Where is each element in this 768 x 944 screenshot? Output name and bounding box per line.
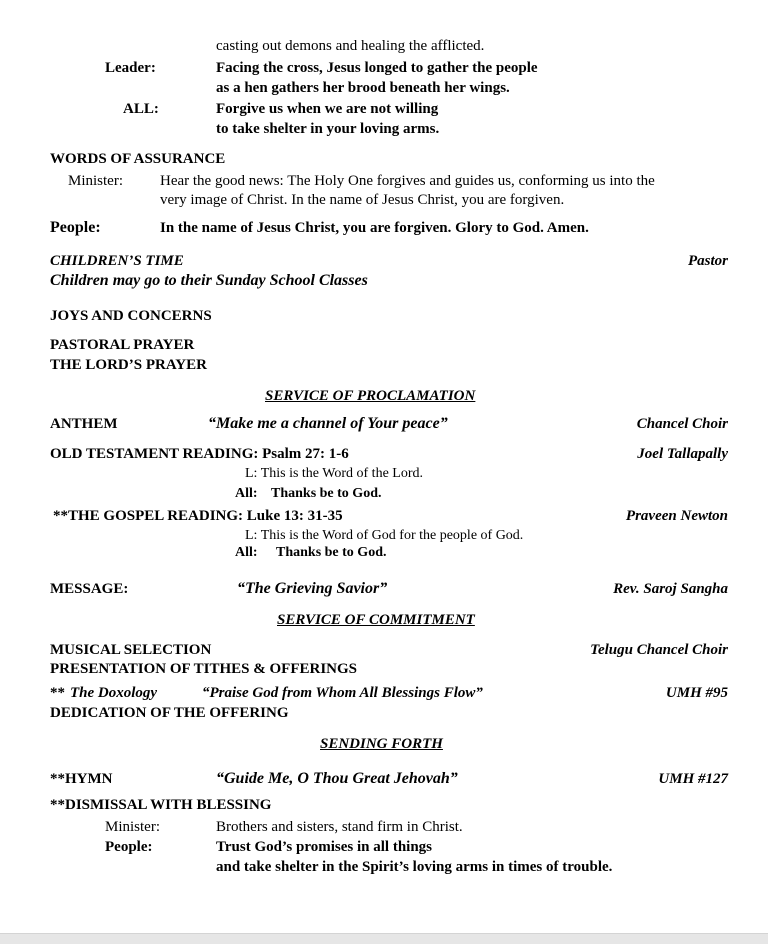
ot-all-label: All: bbox=[235, 486, 258, 501]
dismissal-people-line-2: and take shelter in the Spirit’s loving arms in times of trouble. bbox=[216, 859, 613, 875]
anthem-label: ANTHEM bbox=[50, 416, 118, 432]
gospel-all-label: All: bbox=[235, 545, 258, 560]
assurance-heading: WORDS OF ASSURANCE bbox=[50, 151, 226, 167]
assurance-people-text: In the name of Jesus Christ, you are forgiven. Glory to God. Amen. bbox=[160, 220, 589, 236]
message-label: MESSAGE: bbox=[50, 581, 129, 597]
childrens-time-leader: Pastor bbox=[687, 253, 728, 269]
ot-all-response: Thanks be to God. bbox=[271, 486, 382, 501]
doxology-stars: ** bbox=[50, 685, 65, 701]
dedication-of-offering: DEDICATION OF THE OFFERING bbox=[50, 705, 289, 721]
anthem-by: Chancel Choir bbox=[636, 416, 728, 432]
dismissal-people-label: People: bbox=[105, 839, 153, 855]
assurance-people-label: People: bbox=[50, 219, 101, 236]
sending-forth-heading: SENDING FORTH bbox=[320, 736, 443, 752]
dismissal-people-line-1: Trust God’s promises in all things bbox=[216, 839, 433, 855]
assurance-minister-line-1: Hear the good news: The Holy One forgives and guides us, conforming us into the bbox=[160, 173, 655, 189]
ot-reading-label: OLD TESTAMENT READING: Psalm 27: 1-6 bbox=[50, 446, 349, 462]
assurance-minister-label: Minister: bbox=[68, 173, 123, 189]
childrens-time-note: Children may go to their Sunday School Classes bbox=[50, 272, 368, 289]
tithes-and-offerings: PRESENTATION OF TITHES & OFFERINGS bbox=[50, 661, 358, 677]
all-line-1: Forgive us when we are not willing bbox=[216, 101, 439, 117]
gospel-reader: Praveen Newton bbox=[625, 508, 728, 524]
lords-prayer: THE LORD’S PRAYER bbox=[50, 357, 207, 373]
doxology-label: The Doxology bbox=[70, 685, 158, 701]
anthem-title: “Make me a channel of Your peace” bbox=[208, 415, 448, 432]
hymn-title: “Guide Me, O Thou Great Jehovah” bbox=[216, 770, 458, 787]
joys-and-concerns: JOYS AND CONCERNS bbox=[50, 308, 212, 324]
page-bottom-edge bbox=[0, 933, 768, 944]
leader-line-1: Facing the cross, Jesus longed to gather the people bbox=[216, 60, 538, 76]
message-title: “The Grieving Savior” bbox=[237, 580, 388, 597]
confession-line-cont: casting out demons and healing the afflicted. bbox=[216, 38, 485, 54]
childrens-time-heading: CHILDREN’S TIME bbox=[50, 253, 184, 269]
dismissal-with-blessing: **DISMISSAL WITH BLESSING bbox=[50, 797, 272, 813]
dismissal-minister-text: Brothers and sisters, stand firm in Christ. bbox=[216, 819, 463, 835]
leader-line-2: as a hen gathers her brood beneath her wings. bbox=[216, 80, 510, 96]
doxology-title: “Praise God from Whom All Blessings Flow” bbox=[202, 685, 483, 701]
all-line-2: to take shelter in your loving arms. bbox=[216, 121, 440, 137]
musical-selection-by: Telugu Chancel Choir bbox=[590, 642, 728, 658]
hymn-label: **HYMN bbox=[50, 771, 113, 787]
doxology-hymn-number: UMH #95 bbox=[665, 685, 728, 701]
dismissal-minister-label: Minister: bbox=[105, 819, 160, 835]
gospel-leader-response: L: This is the Word of God for the people of God. bbox=[245, 528, 524, 543]
gospel-all-response: Thanks be to God. bbox=[276, 545, 387, 560]
leader-label: Leader: bbox=[105, 60, 156, 76]
assurance-minister-line-2: very image of Christ. In the name of Jesus Christ, you are forgiven. bbox=[160, 192, 565, 208]
message-by: Rev. Saroj Sangha bbox=[613, 581, 728, 597]
pastoral-prayer: PASTORAL PRAYER bbox=[50, 337, 195, 353]
all-label: ALL: bbox=[123, 101, 159, 117]
proclamation-heading: SERVICE OF PROCLAMATION bbox=[265, 388, 476, 404]
gospel-reading-label: **THE GOSPEL READING: Luke 13: 31-35 bbox=[53, 508, 343, 524]
ot-leader-response: L: This is the Word of the Lord. bbox=[245, 466, 424, 481]
commitment-heading: SERVICE OF COMMITMENT bbox=[277, 612, 475, 628]
musical-selection: MUSICAL SELECTION bbox=[50, 642, 212, 658]
ot-reader: Joel Tallapally bbox=[637, 446, 728, 462]
hymn-number: UMH #127 bbox=[658, 771, 728, 787]
